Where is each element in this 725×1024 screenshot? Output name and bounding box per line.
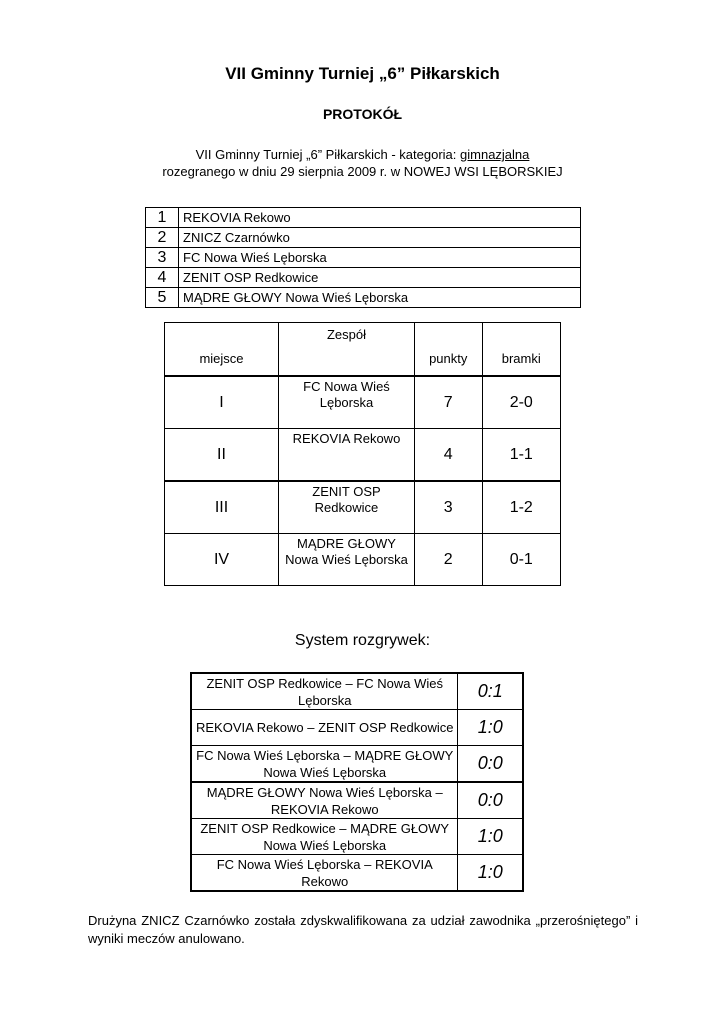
team: ZENIT OSP Redkowice bbox=[312, 484, 381, 515]
goals: 2-0 bbox=[482, 376, 560, 429]
intro-category: gimnazjalna bbox=[460, 147, 530, 162]
match-row bbox=[191, 710, 523, 746]
header-team-cell bbox=[279, 323, 415, 377]
team-cell bbox=[279, 481, 415, 534]
team-cell-wrap bbox=[279, 429, 414, 480]
intro-line-2: rozegranego w dniu 29 sierpnia 2009 r. w NOWEJ WSI LĘBORSKIEJ bbox=[162, 164, 563, 179]
header-points-wrap bbox=[415, 323, 482, 375]
header-team-wrap bbox=[279, 323, 414, 375]
goals: 1-1 bbox=[482, 429, 560, 482]
intro-line-1 bbox=[0, 146, 725, 163]
team-cell bbox=[279, 429, 415, 482]
match-teams: MĄDRE GŁOWY Nowa Wieś Lęborska – REKOVIA Rekowo bbox=[191, 782, 458, 819]
match-score: 0:0 bbox=[458, 782, 523, 819]
match-score: 0:0 bbox=[458, 746, 523, 783]
header-place-wrap bbox=[165, 323, 278, 375]
team-row bbox=[146, 268, 581, 288]
team-row bbox=[146, 288, 581, 308]
header-place: miejsce bbox=[199, 351, 244, 366]
protocol-heading: PROTOKÓŁ bbox=[322, 106, 403, 122]
team: REKOVIA Rekowo bbox=[292, 431, 401, 446]
standings-row bbox=[165, 534, 561, 586]
team-number: 1 bbox=[146, 208, 179, 228]
team-name: REKOVIA Rekowo bbox=[179, 208, 581, 228]
match-row bbox=[191, 746, 523, 783]
match-teams: ZENIT OSP Redkowice – FC Nowa Wieś Lęborska bbox=[191, 673, 458, 710]
header-goals: bramki bbox=[501, 351, 541, 366]
team-number: 5 bbox=[146, 288, 179, 308]
match-row bbox=[191, 855, 523, 892]
header-place-cell bbox=[165, 323, 279, 377]
points: 4 bbox=[414, 429, 482, 482]
standings-header-row bbox=[165, 323, 561, 377]
teams-table bbox=[145, 207, 581, 308]
match-row bbox=[191, 673, 523, 710]
header-goals-cell bbox=[482, 323, 560, 377]
standings-row bbox=[165, 481, 561, 534]
team-number: 3 bbox=[146, 248, 179, 268]
team-name: ZNICZ Czarnówko bbox=[179, 228, 581, 248]
system-label: System rozgrywek: bbox=[294, 632, 431, 649]
points: 7 bbox=[414, 376, 482, 429]
match-score: 1:0 bbox=[458, 710, 523, 746]
place: IV bbox=[165, 534, 279, 586]
match-teams: REKOVIA Rekowo – ZENIT OSP Redkowice bbox=[191, 710, 458, 746]
team-number: 2 bbox=[146, 228, 179, 248]
disqualification-note: Drużyna ZNICZ Czarnówko została zdyskwalifikowana za udział zawodnika „przerośniętego” i wyniki meczów anulowano. bbox=[88, 913, 638, 946]
intro-text bbox=[0, 146, 725, 180]
match-row bbox=[191, 782, 523, 819]
place: III bbox=[165, 481, 279, 534]
header-team: Zespół bbox=[326, 327, 366, 342]
team-cell bbox=[279, 376, 415, 429]
team-name: FC Nowa Wieś Lęborska bbox=[179, 248, 581, 268]
matches-table bbox=[190, 672, 524, 892]
points: 2 bbox=[414, 534, 482, 586]
goals: 1-2 bbox=[482, 481, 560, 534]
team-row bbox=[146, 208, 581, 228]
place: I bbox=[165, 376, 279, 429]
match-score: 1:0 bbox=[458, 855, 523, 892]
match-row bbox=[191, 819, 523, 855]
match-score: 0:1 bbox=[458, 673, 523, 710]
match-teams: FC Nowa Wieś Lęborska – REKOVIA Rekowo bbox=[191, 855, 458, 892]
team: FC Nowa Wieś Lęborska bbox=[303, 379, 390, 410]
document-title: VII Gminny Turniej „6” Piłkarskich bbox=[225, 64, 500, 83]
team-cell bbox=[279, 534, 415, 586]
place: II bbox=[165, 429, 279, 482]
team-cell-wrap bbox=[279, 377, 414, 428]
standings-row bbox=[165, 429, 561, 482]
header-points: punkty bbox=[429, 351, 468, 366]
team-name: MĄDRE GŁOWY Nowa Wieś Lęborska bbox=[179, 288, 581, 308]
intro-line-1-prefix: VII Gminny Turniej „6” Piłkarskich - kategoria: bbox=[195, 147, 461, 162]
team-name: ZENIT OSP Redkowice bbox=[179, 268, 581, 288]
team: MĄDRE GŁOWY Nowa Wieś Lęborska bbox=[285, 536, 408, 567]
goals: 0-1 bbox=[482, 534, 560, 586]
team-cell-wrap bbox=[279, 534, 414, 585]
match-score: 1:0 bbox=[458, 819, 523, 855]
points: 3 bbox=[414, 481, 482, 534]
header-goals-wrap bbox=[483, 323, 560, 375]
team-row bbox=[146, 248, 581, 268]
team-row bbox=[146, 228, 581, 248]
standings-table bbox=[164, 322, 561, 586]
header-points-cell bbox=[414, 323, 482, 377]
match-teams: FC Nowa Wieś Lęborska – MĄDRE GŁOWY Nowa Wieś Lęborska bbox=[191, 746, 458, 783]
standings-row bbox=[165, 376, 561, 429]
team-number: 4 bbox=[146, 268, 179, 288]
team-cell-wrap bbox=[279, 482, 414, 533]
match-teams: ZENIT OSP Redkowice – MĄDRE GŁOWY Nowa Wieś Lęborska bbox=[191, 819, 458, 855]
